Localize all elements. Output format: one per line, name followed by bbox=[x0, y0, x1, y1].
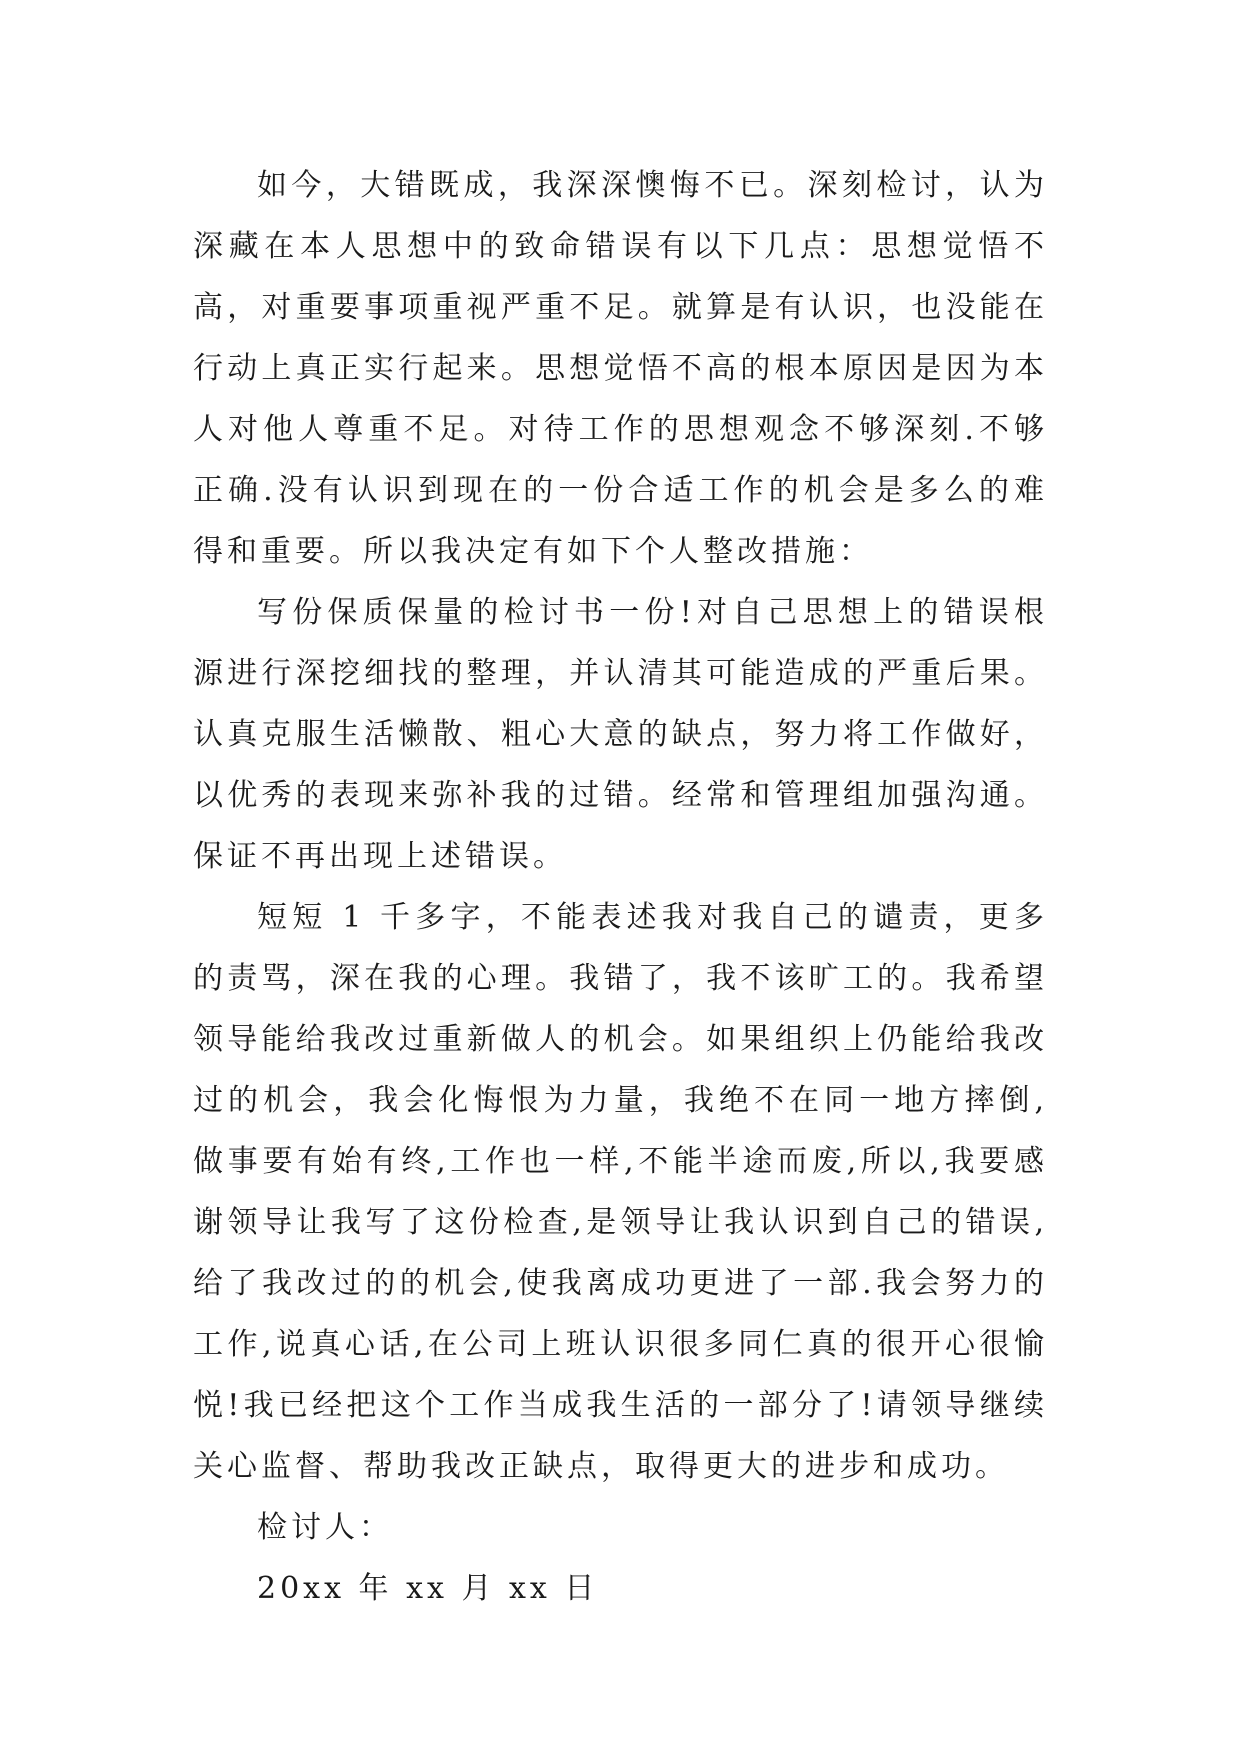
document-body bbox=[193, 155, 1048, 1619]
paragraph-2: 写份保质保量的检讨书一份!对自己思想上的错误根源进行深挖细找的整理，并认清其可能造成的严重后果。认真克服生活懒散、粗心大意的缺点，努力将工作做好，以优秀的表现来弥补我的过错。经常和管理组加强沟通。保证不再出现上述错误。 bbox=[193, 595, 1048, 874]
paragraph-1: 如今，大错既成，我深深懊悔不已。深刻检讨，认为深藏在本人思想中的致命错误有以下几点：思想觉悟不高，对重要事项重视严重不足。就算是有认识，也没能在行动上真正实行起来。思想觉悟不高的根本原因是因为本人对他人尊重不足。对待工作的思想观念不够深刻.不够正确.没有认识到现在的一份合适工作的机会是多么的难得和重要。所以我决定有如下个人整改措施： bbox=[193, 168, 1048, 569]
paragraph-3: 短短 1 千多字，不能表述我对我自己的谴责，更多的责骂，深在我的心理。我错了，我不该旷工的。我希望领导能给我改过重新做人的机会。如果组织上仍能给我改过的机会，我会化悔恨为力量，我绝不在同一地方摔倒,做事要有始有终,工作也一样,不能半途而废,所以,我要感谢领导让我写了这份检查,是领导让我认识到自己的错误,给了我改过的的机会,使我离成功更进了一部.我会努力的工作,说真心话,在公司上班认识很多同仁真的很开心很愉悦!我已经把这个工作当成我生活的一部分了!请领导继续关心监督、帮助我改正缺点，取得更大的进步和成功。 bbox=[193, 900, 1048, 1484]
signature-label: 检讨人： bbox=[257, 1510, 393, 1545]
date-line: 20xx 年 xx 月 xx 日 bbox=[257, 1571, 599, 1606]
